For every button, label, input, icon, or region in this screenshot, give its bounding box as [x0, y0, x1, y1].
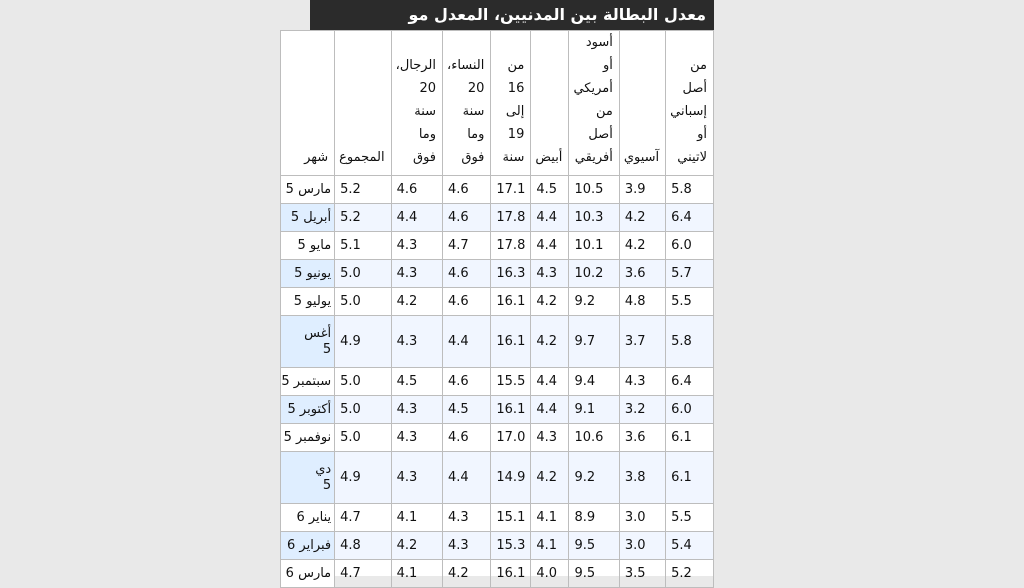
month-label: مايو 5	[297, 237, 332, 253]
header-teen-line: 16	[507, 81, 525, 96]
cell-month	[281, 232, 335, 260]
header-total-line: المجموع	[339, 150, 385, 165]
cell-men: 4.4	[391, 204, 442, 232]
cell-asian: 3.7	[619, 316, 665, 368]
header-latino-line: أصل	[682, 81, 707, 96]
header-teen	[491, 31, 531, 176]
cell-asian: 4.8	[619, 288, 665, 316]
cell-white: 4.4	[531, 204, 569, 232]
cell-total: 5.0	[335, 396, 391, 424]
month-label: سبتمبر 5	[281, 373, 332, 389]
cell-latino: 6.1	[666, 424, 714, 452]
cell-women: 4.2	[443, 560, 491, 588]
cell-white: 4.1	[531, 532, 569, 560]
header-asian-line: آسيوي	[623, 150, 660, 165]
cell-women: 4.6	[443, 424, 491, 452]
cell-teen: 15.1	[491, 504, 531, 532]
cell-black: 9.4	[569, 368, 619, 396]
cell-teen: 17.8	[491, 232, 531, 260]
header-women-line: سنة	[462, 104, 485, 119]
cell-asian: 3.9	[619, 176, 665, 204]
header-month-line: شهر	[304, 150, 329, 165]
month-label: مارس 6	[285, 565, 332, 581]
table-row	[281, 368, 714, 396]
month-label: أبريل 5	[290, 209, 332, 225]
cell-month	[281, 504, 335, 532]
cell-latino: 5.5	[666, 288, 714, 316]
cell-asian: 3.0	[619, 504, 665, 532]
header-women-line: وما	[467, 127, 485, 142]
header-men-line: وما	[418, 127, 437, 142]
cell-women: 4.3	[443, 504, 491, 532]
cell-white: 4.3	[531, 424, 569, 452]
header-total	[335, 31, 391, 176]
month-label: يناير 6	[296, 509, 332, 525]
table-row	[281, 504, 714, 532]
month-label: مارس 5	[285, 181, 332, 197]
cell-month	[281, 532, 335, 560]
table-row	[281, 452, 714, 504]
header-men-line: سنة	[414, 104, 437, 119]
cell-black: 10.1	[569, 232, 619, 260]
cell-month	[281, 368, 335, 396]
cell-black: 9.2	[569, 452, 619, 504]
cell-women: 4.7	[443, 232, 491, 260]
header-black-line: أسود	[585, 35, 613, 50]
cell-month	[281, 260, 335, 288]
cell-women: 4.5	[443, 396, 491, 424]
cell-women: 4.6	[443, 204, 491, 232]
cell-men: 4.3	[391, 316, 442, 368]
cell-teen: 16.1	[491, 316, 531, 368]
cell-black: 9.1	[569, 396, 619, 424]
month-label: نوفمبر 5	[283, 429, 332, 445]
cell-men: 4.3	[391, 424, 442, 452]
cell-white: 4.1	[531, 504, 569, 532]
header-women-line: 20	[467, 81, 485, 96]
cell-white: 4.2	[531, 288, 569, 316]
cell-total: 5.2	[335, 204, 391, 232]
cell-white: 4.0	[531, 560, 569, 588]
cell-teen: 16.3	[491, 260, 531, 288]
header-black-line: أمريكي	[573, 81, 613, 96]
table-row	[281, 316, 714, 368]
cell-latino: 6.4	[666, 204, 714, 232]
cell-teen: 15.3	[491, 532, 531, 560]
cell-men: 4.5	[391, 368, 442, 396]
header-women-line: فوق	[461, 150, 485, 165]
header-month	[281, 31, 335, 176]
cell-total: 5.0	[335, 288, 391, 316]
header-teen-line: إلى	[505, 104, 525, 119]
cell-latino: 6.0	[666, 396, 714, 424]
cell-white: 4.4	[531, 368, 569, 396]
header-men-line: 20	[419, 81, 437, 96]
cell-latino: 5.4	[666, 532, 714, 560]
cell-latino: 5.8	[666, 316, 714, 368]
cell-teen: 17.0	[491, 424, 531, 452]
cell-black: 10.2	[569, 260, 619, 288]
cell-women: 4.6	[443, 368, 491, 396]
cell-month	[281, 204, 335, 232]
cell-black: 8.9	[569, 504, 619, 532]
header-white-line: أبيض	[535, 150, 563, 165]
month-label: أكتوبر 5	[287, 401, 332, 417]
cell-asian: 3.0	[619, 532, 665, 560]
table-row	[281, 288, 714, 316]
cell-asian: 4.2	[619, 232, 665, 260]
header-women-line: النساء،	[447, 58, 485, 73]
cell-month	[281, 452, 335, 504]
header-row	[281, 31, 714, 176]
header-latino-line: أو	[697, 127, 707, 142]
cell-total: 5.2	[335, 176, 391, 204]
header-white	[531, 31, 569, 176]
cell-month	[281, 288, 335, 316]
cell-latino: 6.1	[666, 452, 714, 504]
cell-month	[281, 176, 335, 204]
header-black-line: أصل	[588, 127, 613, 142]
cell-total: 5.1	[335, 232, 391, 260]
cell-men: 4.1	[391, 560, 442, 588]
cell-asian: 3.6	[619, 424, 665, 452]
cell-month	[281, 560, 335, 588]
cell-month	[281, 316, 335, 368]
cell-latino: 6.4	[666, 368, 714, 396]
month-label: دي	[315, 461, 332, 477]
cell-women: 4.3	[443, 532, 491, 560]
cell-latino: 6.0	[666, 232, 714, 260]
cell-white: 4.3	[531, 260, 569, 288]
cell-total: 5.0	[335, 368, 391, 396]
table-row	[281, 560, 714, 588]
cell-black: 9.2	[569, 288, 619, 316]
cell-men: 4.3	[391, 232, 442, 260]
table-row	[281, 260, 714, 288]
table-row	[281, 424, 714, 452]
month-label: يوليو 5	[293, 293, 332, 309]
header-teen-line: سنة	[502, 150, 525, 165]
cell-men: 4.2	[391, 288, 442, 316]
unemployment-table	[280, 30, 714, 588]
cell-month	[281, 396, 335, 424]
header-women	[443, 31, 491, 176]
cell-black: 9.7	[569, 316, 619, 368]
cell-teen: 16.1	[491, 560, 531, 588]
table-row	[281, 232, 714, 260]
cell-men: 4.3	[391, 452, 442, 504]
cell-teen: 14.9	[491, 452, 531, 504]
cell-white: 4.4	[531, 232, 569, 260]
cell-teen: 17.1	[491, 176, 531, 204]
cell-black: 10.3	[569, 204, 619, 232]
header-teen-line: من	[507, 58, 525, 73]
month-label: فبراير 6	[287, 537, 332, 553]
cell-asian: 3.2	[619, 396, 665, 424]
cell-teen: 17.8	[491, 204, 531, 232]
header-black	[569, 31, 619, 176]
cell-total: 4.9	[335, 452, 391, 504]
header-latino	[666, 31, 714, 176]
cell-women: 4.6	[443, 288, 491, 316]
month-label: يونيو 5	[294, 265, 332, 281]
header-men	[391, 31, 442, 176]
cell-men: 4.2	[391, 532, 442, 560]
cell-black: 9.5	[569, 560, 619, 588]
cell-men: 4.3	[391, 396, 442, 424]
cell-month	[281, 424, 335, 452]
table-row	[281, 204, 714, 232]
table-row	[281, 176, 714, 204]
header-latino-line: إسباني	[670, 104, 707, 119]
cell-total: 5.0	[335, 260, 391, 288]
table-viewport	[281, 0, 714, 581]
month-label: 5	[322, 341, 332, 357]
header-latino-line: لاتيني	[677, 150, 707, 165]
cell-total: 4.9	[335, 316, 391, 368]
cell-men: 4.6	[391, 176, 442, 204]
month-label: أغس	[304, 325, 332, 341]
header-men-line: فوق	[412, 150, 437, 165]
cell-white: 4.4	[531, 396, 569, 424]
cell-latino: 5.8	[666, 176, 714, 204]
cell-asian: 4.3	[619, 368, 665, 396]
cell-women: 4.4	[443, 316, 491, 368]
cell-total: 5.0	[335, 424, 391, 452]
cell-women: 4.6	[443, 176, 491, 204]
header-teen-line: 19	[507, 127, 525, 142]
header-men-line: الرجال،	[395, 58, 437, 73]
cell-black: 10.6	[569, 424, 619, 452]
table-row	[281, 396, 714, 424]
cell-latino: 5.5	[666, 504, 714, 532]
cell-black: 9.5	[569, 532, 619, 560]
cell-total: 4.7	[335, 560, 391, 588]
cell-men: 4.3	[391, 260, 442, 288]
header-latino-line: من	[690, 58, 707, 73]
table-title: معدل البطالة بين المدنيين، المعدل مو	[310, 0, 714, 30]
cell-teen: 16.1	[491, 396, 531, 424]
cell-white: 4.2	[531, 316, 569, 368]
cell-asian: 3.5	[619, 560, 665, 588]
cell-women: 4.6	[443, 260, 491, 288]
cell-latino: 5.2	[666, 560, 714, 588]
header-black-line: أو	[602, 58, 613, 73]
header-asian	[619, 31, 665, 176]
cell-asian: 4.2	[619, 204, 665, 232]
cell-teen: 16.1	[491, 288, 531, 316]
cell-asian: 3.8	[619, 452, 665, 504]
cell-white: 4.5	[531, 176, 569, 204]
cell-total: 4.8	[335, 532, 391, 560]
cell-men: 4.1	[391, 504, 442, 532]
header-black-line: من	[595, 104, 613, 119]
cell-total: 4.7	[335, 504, 391, 532]
header-black-line: أفريقي	[574, 150, 613, 165]
table-row	[281, 532, 714, 560]
cell-latino: 5.7	[666, 260, 714, 288]
cell-women: 4.4	[443, 452, 491, 504]
cell-asian: 3.6	[619, 260, 665, 288]
cell-teen: 15.5	[491, 368, 531, 396]
table-body	[281, 176, 714, 588]
cell-black: 10.5	[569, 176, 619, 204]
cell-white: 4.2	[531, 452, 569, 504]
month-label: 5	[322, 477, 332, 493]
